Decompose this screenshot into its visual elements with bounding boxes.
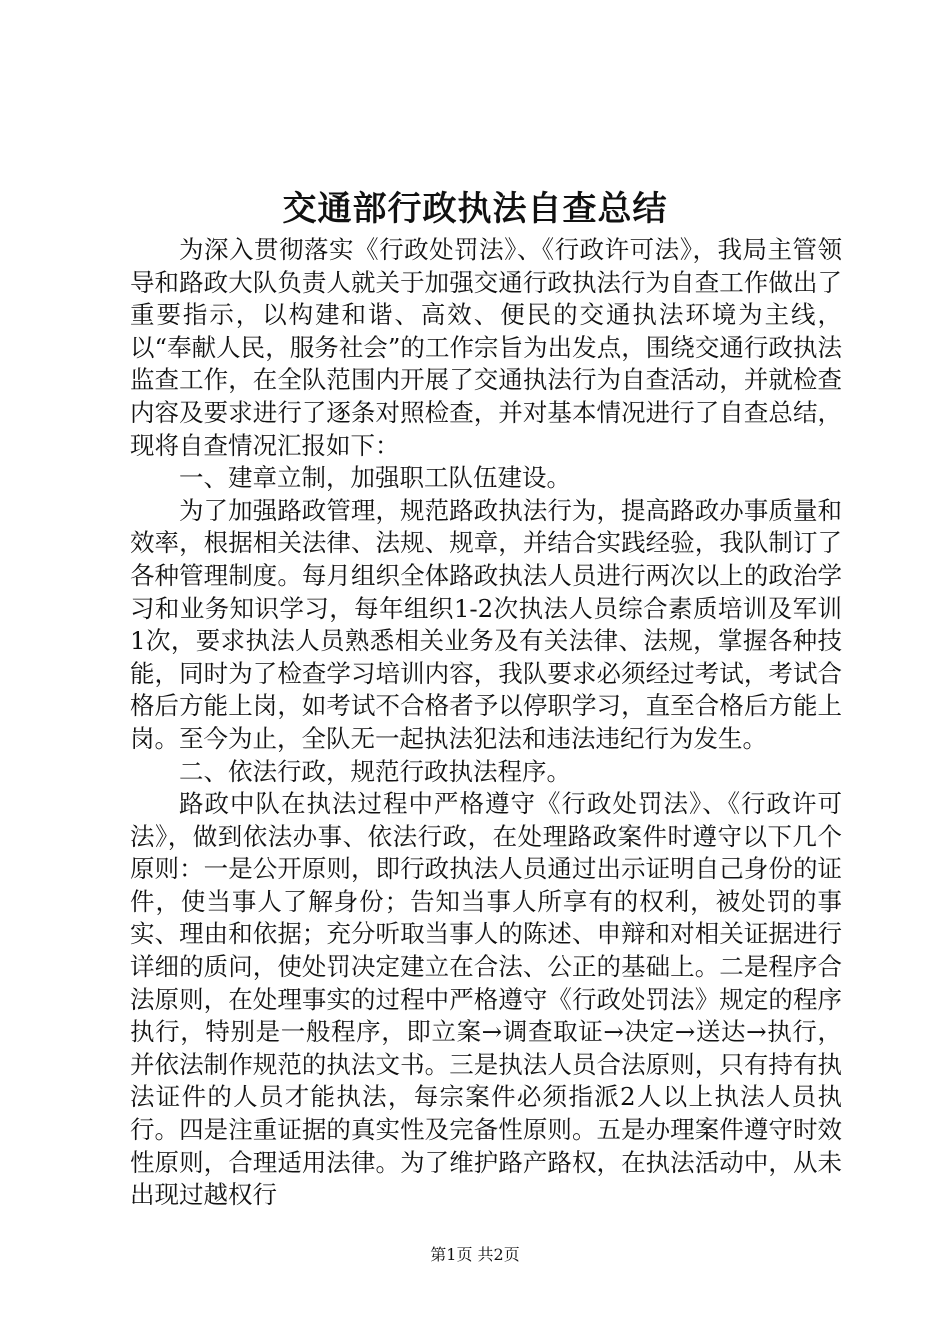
- page-number-footer: 第1页 共2页: [430, 1245, 520, 1264]
- paragraph-intro: 为深入贯彻落实《行政处罚法》、《行政许可法》，我局主管领导和路政大队负责人就关于加强交通行政执法行为自查工作做出了重要指示，以构建和谐、高效、便民的交通执法环境为主线，以“奉献人民，服务社会”的工作宗旨为出发点，围绕交通行政执法监查工作，在全队范围内开展了交通执法行为自查活动，并就检查内容及要求进行了逐条对照检查，并对基本情况进行了自查总结，现将自查情况汇报如下：: [130, 235, 842, 460]
- document-body: [130, 234, 842, 1212]
- paragraph-section-1: 为了加强路政管理，规范路政执法行为，提高路政办事质量和效率，根据相关法律、法规、规章，并结合实践经验，我队制订了各种管理制度。每月组织全体路政执法人员进行两次以上的政治学习和业务知识学习，每年组织1-2次执法人员综合素质培训及军训1次，要求执法人员熟悉相关业务及有关法律、法规，掌握各种技能，同时为了检查学习培训内容，我队要求必须经过考试，考试合格后方能上岗，如考试不合格者予以停职学习，直至合格后方能上岗。至今为止，全队无一起执法犯法和违法违纪行为发生。: [130, 495, 842, 753]
- paragraph-section-2: 路政中队在执法过程中严格遵守《行政处罚法》、《行政许可法》，做到依法办事、依法行政，在处理路政案件时遵守以下几个原则：一是公开原则，即行政执法人员通过出示证明自己身份的证件，使当事人了解身份；告知当事人所享有的权利，被处罚的事实、理由和依据；充分听取当事人的陈述、申辩和对相关证据进行详细的质问，使处罚决定建立在合法、公正的基础上。二是程序合法原则，在处理事实的过程中严格遵守《行政处罚法》规定的程序执行，特别是一般程序，即立案→调查取证→决定→送达→执行，并依法制作规范的执法文书。三是执法人员合法原则，只有持有执法证件的人员才能执法，每宗案件必须指派2人以上执法人员执行。四是注重证据的真实性及完备性原则。五是办理案件遵守时效性原则，合理适用法律。为了维护路产路权，在执法活动中，从未出现过越权行: [130, 789, 842, 1210]
- section-heading-1: 一、建章立制，加强职工队伍建设。: [179, 463, 571, 493]
- section-heading-2: 二、依法行政，规范行政执法程序。: [179, 756, 571, 786]
- document-title: 交通部行政执法自查总结: [282, 189, 668, 229]
